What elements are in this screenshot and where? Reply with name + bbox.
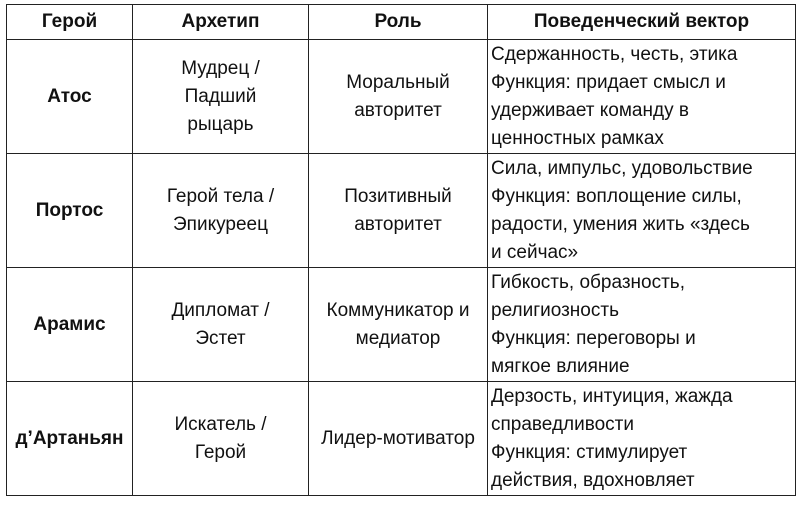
vector-cell: Гибкость, образность, религиозность Функция: переговоры и мягкое влияние — [488, 268, 796, 382]
column-header-role: Роль — [309, 5, 488, 40]
archetype-cell: Искатель / Герой — [133, 382, 309, 496]
table-row — [7, 382, 796, 496]
table-row — [7, 40, 796, 154]
archetype-cell: Мудрец / Падший рыцарь — [133, 40, 309, 154]
table-row — [7, 268, 796, 382]
hero-cell: Атос — [7, 40, 133, 154]
column-header-vector: Поведенческий вектор — [488, 5, 796, 40]
role-cell: Позитивный авторитет — [309, 154, 488, 268]
heroes-table — [6, 4, 796, 496]
column-header-archetype: Архетип — [133, 5, 309, 40]
hero-cell: Портос — [7, 154, 133, 268]
role-cell: Моральный авторитет — [309, 40, 488, 154]
table-header-row — [7, 5, 796, 40]
role-cell: Лидер-мотиватор — [309, 382, 488, 496]
table-row — [7, 154, 796, 268]
vector-cell: Сдержанность, честь, этика Функция: придает смысл и удерживает команду в ценностных рамках — [488, 40, 796, 154]
archetype-cell: Герой тела / Эпикуреец — [133, 154, 309, 268]
role-cell: Коммуникатор и медиатор — [309, 268, 488, 382]
hero-cell: д’Артаньян — [7, 382, 133, 496]
archetype-cell: Дипломат / Эстет — [133, 268, 309, 382]
vector-cell: Дерзость, интуиция, жажда справедливости Функция: стимулирует действия, вдохновляет — [488, 382, 796, 496]
vector-cell: Сила, импульс, удовольствие Функция: воплощение силы, радости, умения жить «здесь и сейчас» — [488, 154, 796, 268]
hero-cell: Арамис — [7, 268, 133, 382]
column-header-hero: Герой — [7, 5, 133, 40]
